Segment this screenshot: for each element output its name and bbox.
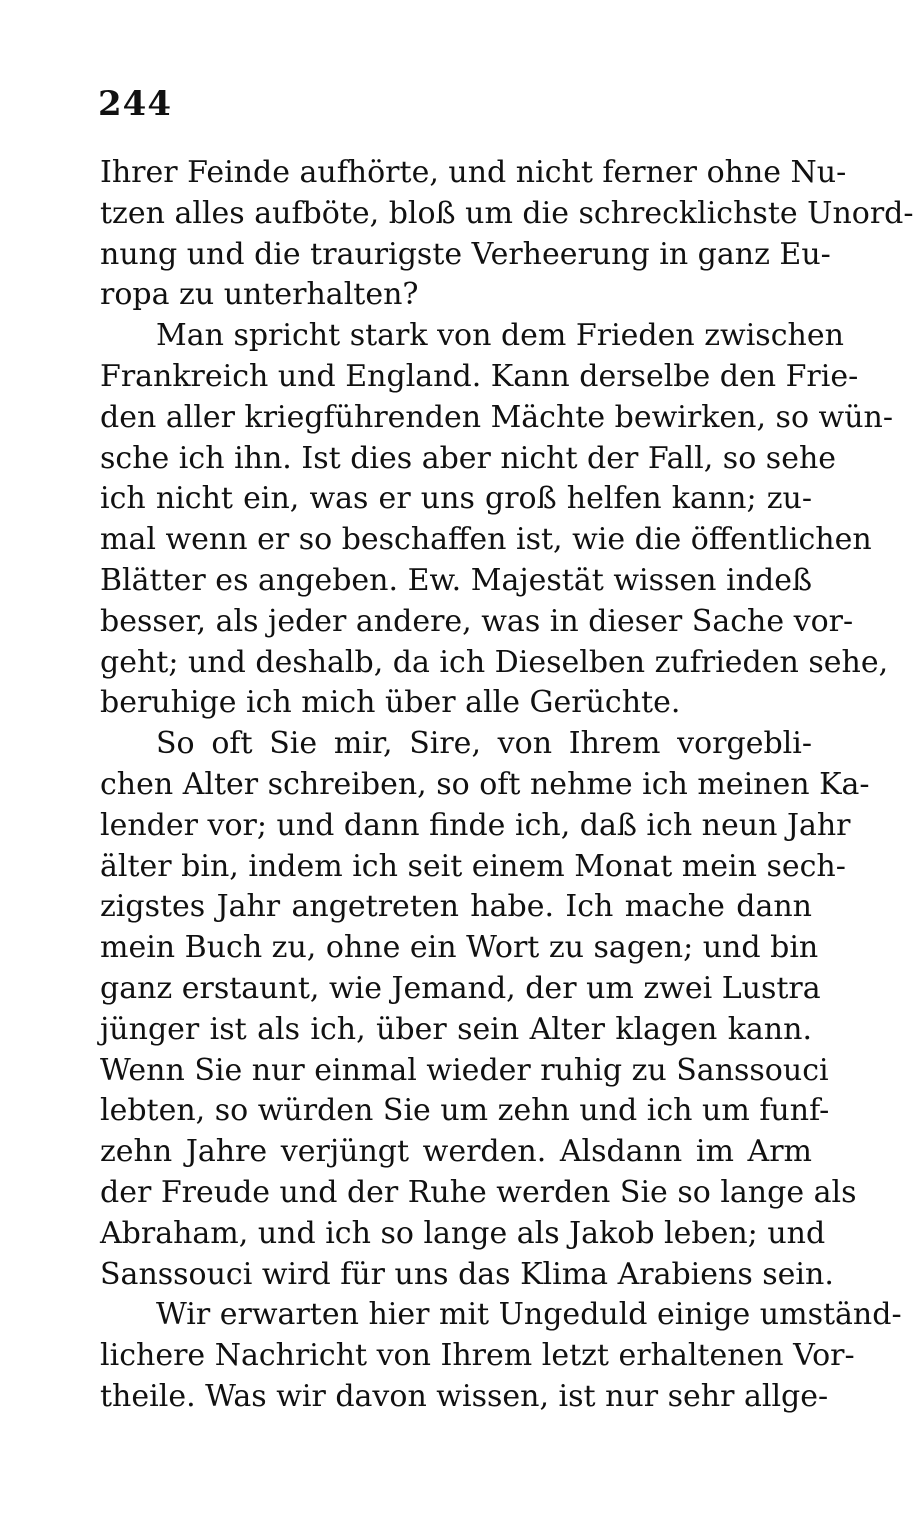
text-line: besser, als jeder andere, was in dieser Sache vor- <box>100 603 854 639</box>
text-line: nung und die traurigste Verheerung in ganz Eu- <box>100 236 831 272</box>
text-line: den aller kriegführenden Mächte bewirken, so wün- <box>100 399 893 435</box>
text-line: beruhige ich mich über alle Gerüchte. <box>100 685 681 721</box>
text-line: ropa zu unterhalten? <box>100 277 419 313</box>
text-line: Man spricht stark von dem Frieden zwischen <box>156 318 844 354</box>
text-line: lender vor; und dann finde ich, daß ich neun Jahr <box>100 807 851 843</box>
text-line: älter bin, indem ich seit einem Monat mein sech- <box>100 848 846 884</box>
text-line: mal wenn er so beschaffen ist, wie die öffentlichen <box>100 522 872 558</box>
text-line: Sanssouci wird für uns das Klima Arabiens sein. <box>100 1256 834 1292</box>
text-line: tzen alles aufböte, bloß um die schrecklichste Unord- <box>100 195 914 231</box>
text-line: zigstes Jahr angetreten habe. Ich mache dann <box>100 889 812 925</box>
body-text <box>100 153 914 1418</box>
text-line: Ihrer Feinde aufhörte, und nicht ferner ohne Nu- <box>100 155 847 190</box>
text-line: der Freude und der Ruhe werden Sie so lange als <box>100 1174 857 1210</box>
text-line: So oft Sie mir, Sire, von Ihrem vorgebli- <box>156 726 812 762</box>
text-line: theile. Was wir davon wissen, ist nur sehr allge- <box>100 1378 829 1414</box>
text-line: Wenn Sie nur einmal wieder ruhig zu Sanssouci <box>100 1052 829 1088</box>
text-line: mein Buch zu, ohne ein Wort zu sagen; und bin <box>100 930 819 966</box>
text-line: lichere Nachricht von Ihrem letzt erhaltenen Vor- <box>100 1338 855 1374</box>
page-number: 244 <box>98 84 172 124</box>
text-line: Blätter es angeben. Ew. Majestät wissen indeß <box>100 562 812 598</box>
text-line: jünger ist als ich, über sein Alter klagen kann. <box>100 1011 812 1047</box>
text-line: Wir erwarten hier mit Ungeduld einige umständ- <box>156 1297 902 1333</box>
text-line: Frankreich und England. Kann derselbe den Frie- <box>100 358 859 394</box>
text-line: ich nicht ein, was er uns groß helfen kann; zu- <box>100 481 812 517</box>
text-line: sche ich ihn. Ist dies aber nicht der Fall, so sehe <box>100 440 837 476</box>
text-line: Abraham, und ich so lange als Jakob leben; und <box>100 1215 826 1251</box>
text-line: chen Alter schreiben, so oft nehme ich meinen Ka- <box>100 766 870 802</box>
text-line: zehn Jahre verjüngt werden. Alsdann im Arm <box>100 1134 812 1170</box>
text-line: lebten, so würden Sie um zehn und ich um funf- <box>100 1093 830 1129</box>
text-line: ganz erstaunt, wie Jemand, der um zwei Lustra <box>100 970 821 1006</box>
text-line: geht; und deshalb, da ich Dieselben zufrieden sehe, <box>100 644 889 680</box>
